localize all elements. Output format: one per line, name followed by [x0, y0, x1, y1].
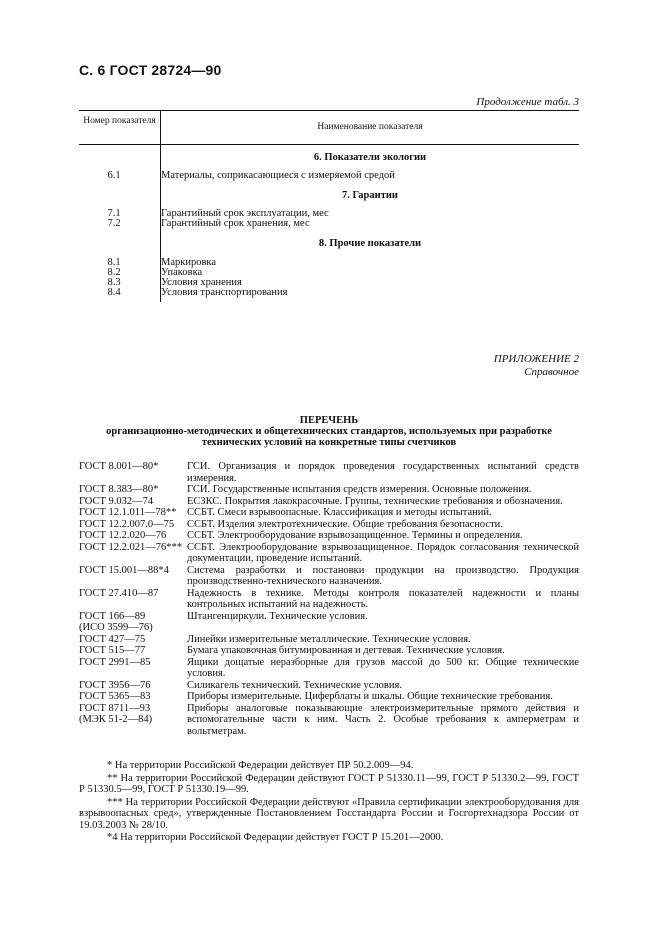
row-text: Условия транспортирования [161, 287, 288, 298]
standard-code [79, 611, 187, 634]
standard-row [79, 496, 579, 508]
standard-code-line: (МЭК 51-2—84) [79, 714, 153, 725]
standard-code-line: ГОСТ 515—77 [79, 645, 146, 656]
standard-row [79, 565, 579, 588]
standard-code-line: ГОСТ 427—75 [79, 633, 146, 645]
standard-row [79, 691, 579, 703]
standard-description: Надежность в технике. Методы контроля показателей надежности и планы контрольных испытаний на надежность. [187, 587, 579, 610]
footnote: *4 На территории Российской Федерации действует ГОСТ Р 15.201—2000. [107, 832, 444, 843]
standard-row [79, 657, 579, 680]
list-title-line: организационно-методических и общетехнических стандартов, используемых при разработке [106, 426, 552, 437]
standard-code-line: ГОСТ 27.410—87 [79, 587, 159, 599]
standard-description: ЕСЗКС. Покрытия лакокрасочные. Группы, технические требования и обозначения. [187, 495, 563, 507]
footnote: *** На территории Российской Федерации действуют «Правила сертификации электрооборудования для взрывоопасных сред», утвержденные Постановлением Госстандарта России и Госгортехнадзора России от 19.03.2003 № 28/10. [79, 796, 579, 831]
row-number: 6.1 [107, 170, 121, 181]
standard-description: ССБТ. Изделия электротехнические. Общие требования безопасности. [187, 518, 503, 530]
standard-code [79, 680, 187, 692]
standard-row [79, 588, 579, 611]
standard-code-line: ГОСТ 3956—76 [79, 679, 151, 691]
row-number: 7.2 [107, 218, 121, 229]
standard-row [79, 484, 579, 496]
section-title-ecology: 6. Показатели экологии [313, 152, 427, 163]
standard-description: Силикагель технический. Технические условия. [187, 679, 402, 691]
table-continuation-label: Продолжение табл. 3 [476, 96, 579, 108]
standard-code [79, 496, 187, 508]
section-title-guarantees: 7. Гарантии [342, 190, 398, 201]
standard-row [79, 542, 579, 565]
standard-row [79, 507, 579, 519]
standard-description: Бумага упаковочная битумированная и дегтевая. Технические условия. [187, 645, 505, 656]
standard-description: ССБТ. Смеси взрывоопасные. Классификация и методы испытаний. [187, 507, 492, 518]
row-number: 8.4 [107, 287, 121, 298]
col-number-header: Номер показателя [83, 116, 156, 126]
standard-row [79, 530, 579, 542]
standard-code [79, 691, 187, 703]
col-name-header: Наименование показателя [317, 122, 423, 132]
standard-description: Линейки измерительные металлические. Технические условия. [187, 633, 471, 645]
row-number: 7.1 [107, 208, 121, 219]
standard-code-line: ГОСТ 5365—83 [79, 691, 151, 702]
standard-code-line: ГОСТ 2991—85 [79, 656, 151, 668]
footnote: ** На территории Российской Федерации действуют ГОСТ Р 51330.11—99, ГОСТ Р 51330.2—99, ГОСТ Р 51330.5—99, ГОСТ Р 51330.19—99. [79, 772, 579, 795]
standard-description: ССБТ. Электрооборудование взрывозащищенное. Термины и определения. [187, 530, 523, 541]
list-title-line: технических условий на конкретные типы счетчиков [201, 437, 457, 448]
standard-code-line: ГОСТ 12.2.020—76 [79, 530, 167, 541]
appendix-heading [494, 353, 579, 379]
standard-code [79, 542, 187, 554]
standard-code-line: ГОСТ 8711—93 [79, 702, 151, 714]
standard-row [79, 519, 579, 531]
standard-code [79, 703, 187, 726]
standard-code [79, 484, 187, 496]
row-text: Материалы, соприкасающиеся с измеряемой средой [161, 170, 395, 181]
row-text: Гарантийный срок хранения, мес [161, 218, 310, 229]
standard-code [79, 530, 187, 542]
standard-code [79, 657, 187, 669]
standard-row [79, 634, 579, 646]
standard-row [79, 680, 579, 692]
table-header-rule [79, 144, 579, 145]
standard-code-line: ГОСТ 12.2.021—76*** [79, 541, 183, 553]
row-text: Упаковка [161, 267, 203, 278]
standard-code [79, 565, 187, 577]
list-title [79, 415, 579, 448]
standard-code-line: ГОСТ 8.383—80* [79, 484, 159, 495]
standard-code [79, 588, 187, 600]
standard-code-line: ГОСТ 9.032—74 [79, 495, 154, 507]
footnote: * На территории Российской Федерации действует ПР 50.2.009—94. [107, 760, 414, 771]
standard-code [79, 645, 187, 657]
standard-code-line: ГОСТ 166—89 [79, 610, 146, 622]
standard-description: Система разработки и постановки продукции на производство. Продукция производственно-технического назначения. [187, 564, 579, 587]
row-text: Маркировка [161, 257, 217, 268]
page-header: С. 6 ГОСТ 28724—90 [79, 62, 222, 78]
row-number: 8.1 [107, 257, 121, 268]
standard-row [79, 461, 579, 484]
standard-code-line: ГОСТ 15.001—88*4 [79, 564, 169, 576]
appendix-type: Справочное [524, 366, 579, 378]
footnotes [79, 760, 579, 845]
standard-code [79, 634, 187, 646]
row-text: Гарантийный срок эксплуатации, мес [161, 208, 329, 219]
list-title-line: ПЕРЕЧЕНЬ [299, 415, 359, 426]
standard-row [79, 611, 579, 634]
standard-code [79, 461, 187, 473]
standard-description: Приборы аналоговые показывающие электроизмерительные прямого действия и вспомогательные части к ним. Часть 2. Особые требования к амперметрам и вольтметрам. [187, 702, 579, 737]
standards-list [79, 461, 579, 737]
standard-code-line: ГОСТ 12.1.011—78** [79, 507, 177, 518]
table-top-rule [79, 110, 579, 111]
standard-description: ССБТ. Электрооборудование взрывозащищенное. Порядок согласования технической документации, проведение испытаний. [187, 541, 579, 564]
standard-row [79, 703, 579, 738]
section-title-other: 8. Прочие показатели [318, 238, 422, 249]
appendix-label: ПРИЛОЖЕНИЕ 2 [493, 353, 579, 365]
standard-row [79, 645, 579, 657]
row-text: Условия хранения [161, 277, 242, 288]
standard-code-line: ГОСТ 12.2.007.0—75 [79, 518, 175, 530]
standard-description: Ящики дощатые неразборные для грузов массой до 500 кг. Общие технические условия. [187, 656, 579, 679]
standard-description: Штангенциркули. Технические условия. [187, 610, 368, 622]
standard-code [79, 519, 187, 531]
standard-code-line: (ИСО 3599—76) [79, 622, 153, 633]
row-number: 8.2 [107, 267, 121, 278]
standard-code [79, 507, 187, 519]
row-number: 8.3 [107, 277, 121, 288]
standard-code-line: ГОСТ 8.001—80* [79, 461, 159, 472]
standard-description: ГСИ. Государственные испытания средств измерения. Основные положения. [187, 484, 532, 495]
standard-description: Приборы измерительные. Циферблаты и шкалы. Общие технические требования. [187, 691, 553, 702]
standard-description: ГСИ. Организация и порядок проведения государственных испытаний средств измерения. [187, 461, 579, 484]
